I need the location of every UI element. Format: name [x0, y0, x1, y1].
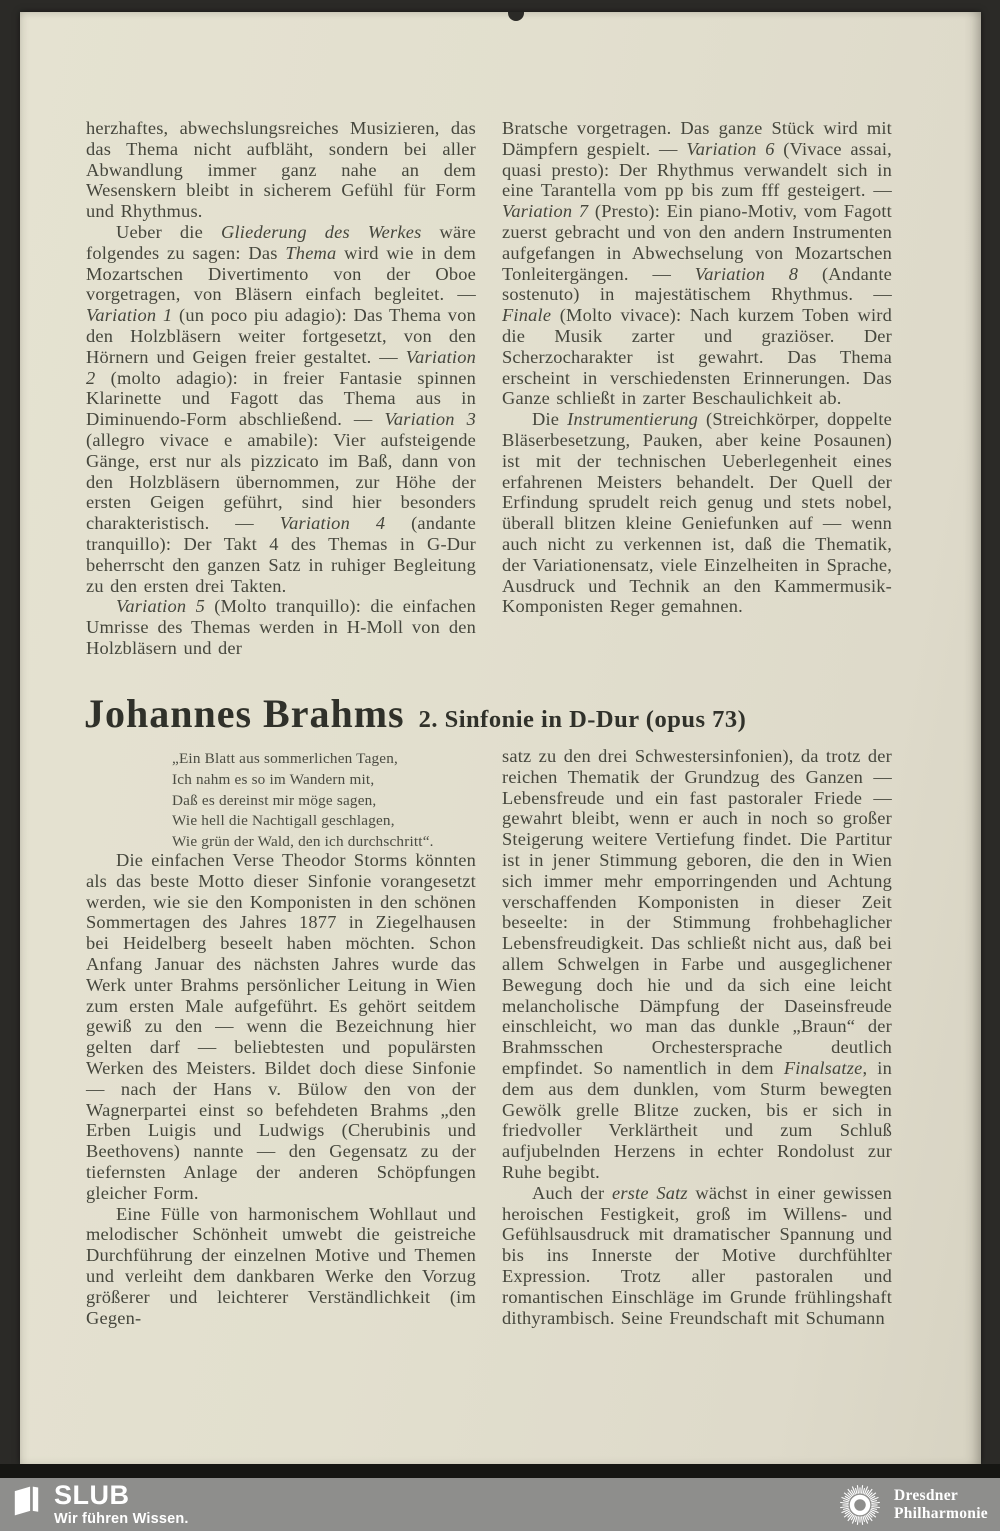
slub-tagline: Wir führen Wissen. [54, 1511, 189, 1527]
scan-divider-strip [0, 1464, 1000, 1478]
paragraph: Die einfachen Verse Theodor Storms könnten als das beste Motto dieser Sinfonie vorangesetzt werden, wie sie den Komponisten in den schönen Sommertagen des Jahres 1877 in Ziegelhausen bei Heidelberg beseelt haben möchten. Schon Anfang Januar des nächsten Jahres wurde das Werk unter Brahms persönlicher Leitung in Wien zum ersten Male aufgeführt. Es gehört seitdem gewiß zu den — wenn die Bezeichnung hier gelten darf — beliebtesten und populärsten Werken des Meisters. Bildet doch diese Sinfonie — nach der Hans v. Bülow den von der Wagnerpartei einst so befehdeten Brahms „den Erben Luigis und Ludwigs (Cherubinis und Beethovens) nannte — den Gegensatz zu der tiefernsten Anlage der anderen Schöpfungen gleicher Form. [86, 850, 476, 1203]
upper-left-text-column [86, 118, 476, 659]
dresdner-philharmonie-logo[interactable] [836, 1481, 988, 1529]
poem-line: Ich nahm es so im Wandern mit, [172, 770, 375, 788]
poem-line: „Ein Blatt aus sommerlichen Tagen, [172, 750, 399, 767]
poem-line: Wie grün der Wald, den ich durchschritt“. [172, 833, 434, 851]
section-heading [84, 690, 924, 737]
paragraph: Ueber die Gliederung des Werkes wäre folgendes zu sagen: Das Thema wird wie in dem Mozartschen Divertimento von der Oboe vorgetragen, von Bläsern einfach begleitet. — Variation 1 (un poco piu adagio): Das Thema von den Holzbläsern weiter fortgesetzt, von den Hörnern und Geigen freier gestaltet. — Variation 2 (molto adagio): in freier Fantasie spinnen Klarinette und Fagott das Thema aus in Diminuendo-Form abschließend. — Variation 3 (allegro vivace e amabile): Vier aufsteigende Gänge, erst nur als pizzicato im Baß, dann von den Holzbläsern übernommen, zur Höhe der ersten Geigen geführt, sind hier besonders charakteristisch. — Variation 4 (andante tranquillo): Der Takt 4 des Themas in G-Dur beherrscht den ganzen Satz in ruhiger Begleitung zu den ersten drei Takten. [86, 221, 477, 596]
philharmonie-name-line1: Dresdner [893, 1487, 959, 1504]
viewer-footer-bar [0, 1478, 1000, 1531]
motto-poem [172, 749, 434, 853]
paragraph: herzhaftes, abwechslungsreiches Musizieren, das das Thema nicht aufbläht, sondern bei aller Abwandlung immer ganz nahe an dem Wesenskern bleibt in sicherem Gefühl für Form und Rhythmus. [86, 118, 476, 222]
philharmonie-text-block [894, 1487, 988, 1522]
paragraph: Variation 5 (Molto tranquillo): die einfachen Umrisse des Themas werden in H-Moll von den Holzbläsern und der [86, 596, 477, 658]
work-title-heading: 2. Sinfonie in D-Dur (opus 73) [418, 706, 747, 733]
paragraph: satz zu den drei Schwestersinfonien), da trotz der reichen Thematik der Grundzug des Ganzen — Lebensfreude und ein fast pastoraler Friede — gewahrt bleibt, wenn er auch in noch so großer Steigerung weitere Vertiefung findet. Die Partitur ist in jener Stimmung geboren, die den in Wien sich immer mehr emporringenden und Achtung verschaffenden Komponisten in dieser Zeit beseelte: in der Stimmung frohbehaglicher Lebensfreudigkeit. Das schließt nicht aus, daß bei allem Schwelgen in Farbe und ausgeglichener Bewegung doch hie und da sich eine leicht melancholische Dämpfung der Daseinsfreude einschleicht, wo man das dunkle „Braun“ der Brahmsschen Orchestersprache deutlich empfindet. So namentlich in dem Finalsatze, in dem aus dem dunklen, vom Sturm bewegten Gewölk grelle Blitze zucken, bis er sich in friedvoller Verklärtheit und zum Schluß aufjubelnden Herzens in echter Rondolust zur Ruhe begibt. [502, 746, 892, 1182]
slub-wordmark: SLUB [54, 1480, 130, 1510]
brahms-right-text-column [502, 746, 892, 1328]
philharmonie-name-line2: Philharmonie [893, 1504, 988, 1522]
upper-right-text-column [502, 118, 892, 617]
philharmonie-starburst-icon [836, 1481, 884, 1529]
poem-line: Daß es dereinst mir möge sagen, [172, 791, 377, 809]
paragraph: Bratsche vorgetragen. Das ganze Stück wird mit Dämpfern gespielt. — Variation 6 (Vivace assai, quasi presto): Der Rhythmus verwandelt sich in eine Tarantella vom pp bis zum fff gesteigert. — Variation 7 (Presto): Ein piano-Motiv, vom Fagott zuerst gebracht und von den andern Instrumenten aufgefangen in Abwechselung von Mozartschen Tonleitergängen. — Variation 8 (Andante sostenuto) in majestätischem Rhythmus. — Finale (Molto vivace): Nach kurzem Toben wird die Musik zarter und graziöser. Der Scherzocharakter ist gewahrt. Das Thema erscheint in verschiedensten Erinnerungen. Das Ganze schließt in zarter Beschaulichkeit ab. [502, 118, 892, 409]
poem-line: Wie hell die Nachtigall geschlagen, [172, 812, 395, 830]
paragraph: Eine Fülle von harmonischem Wohllaut und melodischer Schönheit umwebt die geistreiche Durchführung der einzelnen Motive und Themen und verleiht dem dankbaren Werke den Vorzug größerer und leichterer Verständlichkeit (im Gegen- [86, 1203, 476, 1328]
brahms-left-text-column [86, 850, 476, 1328]
composer-name-heading: Johannes Brahms [84, 691, 405, 736]
slub-text-block [54, 1482, 189, 1527]
slub-logo[interactable] [13, 1482, 189, 1527]
scanned-paper-sheet [20, 12, 981, 1464]
paragraph: Auch der erste Satz wächst in einer gewissen heroischen Festigkeit, groß im Willens- und Gefühlsausdruck mit dramatischer Spannung und bis ins Innerste der Motive durchfühlter Expression. Trotz aller pastoralen und romantischen Einschläge im Grunde frühlingshaft dithyrambisch. Seine Freundschaft mit Schumann [502, 1182, 892, 1328]
slub-open-book-icon [13, 1485, 40, 1517]
paragraph: Die Instrumentierung (Streichkörper, doppelte Bläserbesetzung, Pauken, aber keine Posaunen) ist mit der technischen Ueberlegenheit eines erfahrenen Meisters behandelt. Der Quell der Erfindung sprudelt reich genug und stets nobel, überall blitzen kleine Geniefunken auf — wenn auch nicht zu verkennen ist, daß die Thematik, der Variationensatz, viele Einzelheiten in Sprache, Ausdruck und Technik an den Kammermusik-Komponisten Reger gemahnen. [502, 409, 892, 617]
